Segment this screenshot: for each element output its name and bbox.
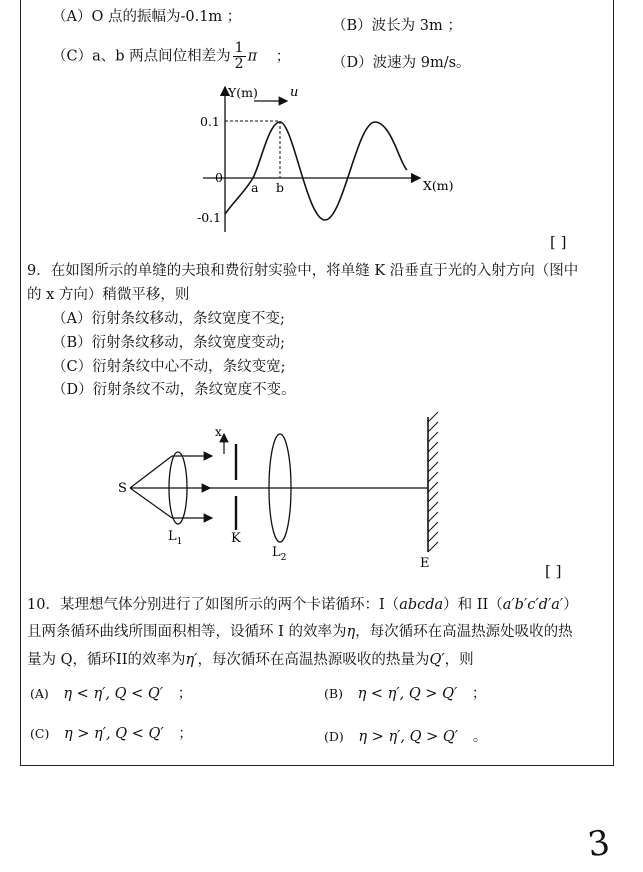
q10-option-a: [30, 685, 192, 703]
q8-option-a: （A）O 点的振幅为-0.1m ；: [52, 9, 242, 25]
q10-option-d: [324, 728, 487, 746]
q10-option-b-end: ；: [471, 686, 487, 702]
y-axis-label: Y(m): [228, 85, 258, 100]
q10-option-d-expr: η > η′, Q > Q′: [358, 729, 459, 745]
q10-option-c-label: (C): [30, 726, 50, 741]
q8-wave-figure: [195, 82, 465, 242]
cycle-i-label: abcda: [399, 597, 444, 613]
q10-line3-text-c: ，则: [444, 652, 474, 668]
origin-label: 0: [215, 170, 223, 185]
q8-option-c-end: ；: [275, 48, 291, 65]
q10-line2-text-a: 且两条循环曲线所围面积相等，设循环 I 的效率为: [27, 624, 347, 640]
q9-option-b: （B）衍射条纹移动，条纹宽度变动;: [52, 335, 286, 351]
q10-line2-text-b: ，每次循环在高温热源处吸收的热: [355, 624, 573, 640]
q10-option-c-end: ；: [178, 726, 193, 742]
q10-option-c-expr: η > η′, Q < Q′: [63, 726, 164, 742]
q10-line3-text-b: ，每次循环在高温热源吸收的热量为: [197, 652, 430, 668]
q10-option-a-label: (A): [30, 686, 49, 701]
fraction-numerator: 1: [234, 40, 244, 56]
screen-hatching: [428, 412, 438, 552]
q9-option-c: （C）衍射条纹中心不动，条纹变宽;: [52, 359, 286, 375]
q9-optics-figure: [110, 412, 460, 572]
x-axis-label: X(m): [423, 178, 454, 193]
q10-option-a-end: ；: [177, 686, 193, 702]
q10-stem-line2: [27, 623, 573, 641]
q10-line1-text-a: 10．某理想气体分别进行了如图所示的两个卡诺循环：I（: [27, 597, 400, 613]
tick-label-bottom: -0.1: [197, 210, 222, 225]
pi-symbol: π: [247, 48, 258, 65]
q9-option-a: （A）衍射条纹移动，条纹宽度不变;: [52, 311, 285, 327]
lens-l2-label: $L_2$: [272, 545, 287, 563]
q10-stem-line1: [27, 596, 578, 614]
q-prime-symbol: Q′: [429, 652, 445, 668]
point-b-label: b: [276, 180, 285, 195]
eta-symbol: η: [346, 624, 356, 640]
wave-curve: [225, 122, 407, 220]
q10-option-d-label: (D): [324, 729, 344, 744]
x-direction-label: x: [215, 425, 222, 439]
q10-line3-text-a: 量为 Q，循环II的效率为: [27, 652, 186, 668]
q8-answer-bracket[interactable]: [ ]: [550, 233, 567, 251]
q10-option-c: [30, 725, 193, 743]
page-number: 3: [585, 822, 613, 866]
q10-stem-line3: [27, 651, 474, 669]
q9-stem-line2: 的 x 方向）稍微平移，则: [27, 287, 190, 303]
q8-fraction: [233, 41, 246, 72]
q9-option-d: （D）衍射条纹不动，条纹宽度不变。: [52, 382, 296, 398]
q10-option-a-expr: η < η′, Q < Q′: [63, 686, 164, 702]
cycle-ii-label: a′b′c′d′a′: [502, 597, 564, 613]
slit-label: K: [231, 531, 241, 546]
q8-option-c-text: （C）a、b 两点间位相差为: [52, 48, 231, 65]
source-label: S: [118, 481, 127, 496]
q10-option-b-label: (B): [324, 686, 343, 701]
point-a-label: a: [251, 180, 259, 195]
q10-option-b-expr: η < η′, Q > Q′: [357, 686, 458, 702]
q8-option-d: （D）波速为 9m/s。: [332, 55, 471, 71]
velocity-label: u: [290, 85, 299, 100]
fraction-denominator: 2: [234, 56, 244, 72]
q10-line1-text-c: ）和 II（: [443, 597, 503, 613]
q9-answer-bracket[interactable]: [ ]: [545, 562, 562, 580]
ray-lower-diverging: [130, 488, 172, 518]
q8-option-c: [52, 41, 290, 72]
screen-label: E: [420, 556, 430, 571]
lens-l1-label: $L_1$: [168, 529, 183, 547]
q10-option-d-end: 。: [472, 729, 488, 745]
q8-option-b: （B）波长为 3m ；: [332, 18, 462, 34]
eta-prime-symbol: η′: [185, 652, 198, 668]
q9-stem-line1: 9．在如图所示的单缝的夫琅和费衍射实验中，将单缝 K 沿垂直于光的入射方向（图中: [27, 263, 579, 279]
tick-label-top: 0.1: [200, 114, 220, 129]
q10-line1-text-e: ）: [563, 597, 578, 613]
q10-option-b: [324, 685, 486, 703]
ray-upper-diverging: [130, 456, 172, 488]
